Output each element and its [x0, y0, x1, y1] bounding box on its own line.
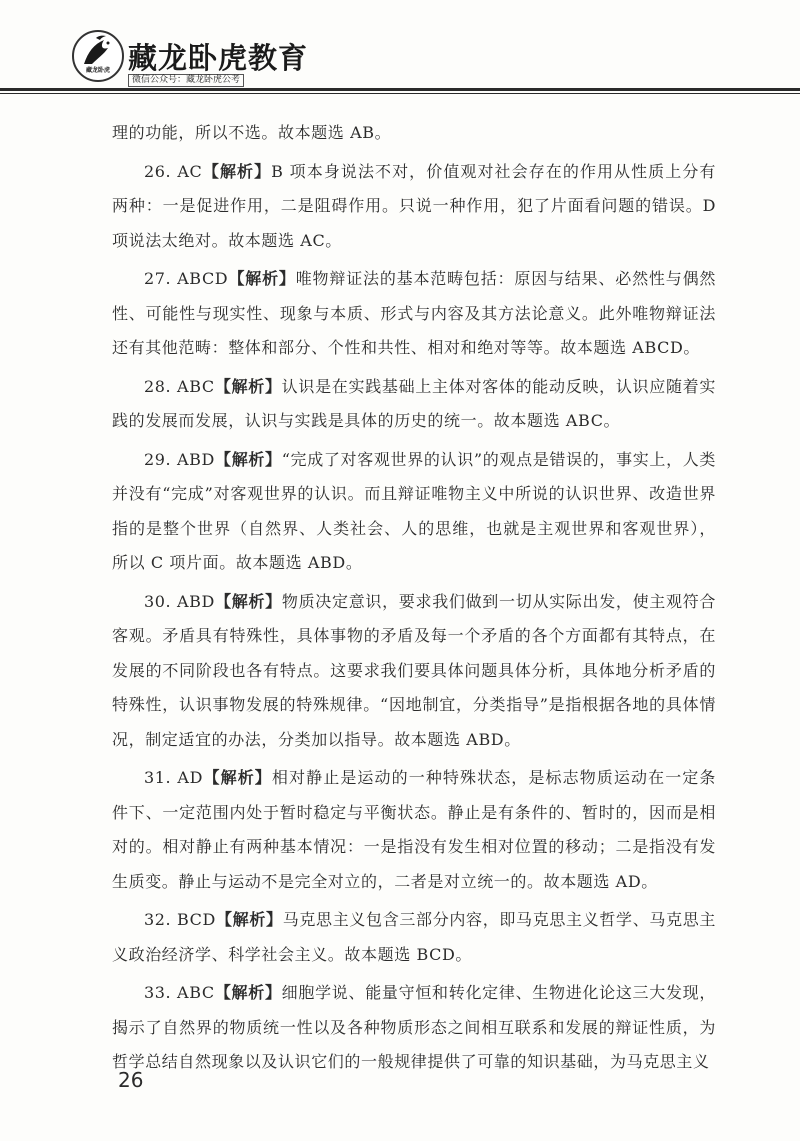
analysis-text: 物质决定意识，要求我们做到一切从实际出发，使主观符合客观。矛盾具有特殊性，具体事物的矛盾及每一个矛盾的各个方面都有其特点，在发展的不同阶段也各有特点。这要求我们要具体问题具体分析，具体地分析矛盾的特殊性，认识事物发展的特殊规律。“因地制宜，分类指导”是指根据各地的具体情况，制定适宜的办法，分类加以指导。故本题选 ABD。	[112, 591, 716, 749]
analysis-text: 认识是在实践基础上主体对客体的能动反映，认识应随着实践的发展而发展，认识与实践是具体的历史的统一。故本题选 ABC。	[112, 376, 716, 430]
answer-item-29	[112, 443, 716, 581]
answer-item-31	[112, 761, 716, 899]
page-header	[0, 0, 800, 96]
analysis-label: 【解析】	[214, 376, 282, 396]
analysis-text: “完成了对客观世界的认识”的观点是错误的，事实上，人类并没有“完成”对客观世界的认识。而且辩证唯物主义中所说的认识世界、改造世界指的是整个世界（自然界、人类社会、人的思维，也就是主观世界和客观世界），所以 C 项片面。故本题选 ABD。	[112, 449, 717, 572]
analysis-label: 【解析】	[228, 269, 296, 288]
header-rule-thick	[0, 88, 800, 91]
logo-text: 藏龙卧虎	[85, 67, 110, 74]
analysis-label: 【解析】	[203, 768, 272, 787]
analysis-label: 【解析】	[214, 449, 282, 469]
answer-key: 32. BCD	[144, 910, 216, 929]
dragon-tiger-icon	[78, 34, 118, 68]
answer-item-28	[112, 370, 716, 439]
analysis-label: 【解析】	[214, 983, 282, 1002]
analysis-text: 马克思主义包含三部分内容，即马克思主义哲学、马克思主义政治经济学、科学社会主义。故本题选 BCD。	[112, 910, 717, 964]
brand-logo	[72, 30, 124, 82]
answer-item-30	[112, 585, 716, 758]
brand-tagline: 微信公众号：藏龙卧虎公考	[128, 74, 244, 87]
answer-key: 31. AD	[144, 768, 204, 787]
analysis-text: 唯物辩证法的基本范畴包括：原因与结果、必然性与偶然性、可能性与现实性、现象与本质、形式与内容及其方法论意义。此外唯物辩证法还有其他范畴：整体和部分、个性和共性、相对和绝对等等。故本题选 ABCD。	[112, 269, 716, 357]
answer-key: 27. ABCD	[144, 269, 229, 288]
answer-key: 28. ABC	[144, 376, 215, 396]
answer-item-26	[112, 155, 716, 259]
answer-key: 29. ABD	[144, 449, 215, 469]
brand-name: 藏龙卧虎教育	[128, 41, 309, 75]
answer-item-32	[112, 903, 716, 972]
analysis-label: 【解析】	[214, 591, 282, 611]
page-number: 26	[118, 1068, 144, 1092]
answer-item-33	[112, 976, 716, 1080]
analysis-label: 【解析】	[215, 910, 283, 929]
document-body	[112, 116, 716, 1084]
answer-key: 30. ABD	[144, 591, 215, 611]
header-rule-thin	[0, 93, 800, 94]
answer-key: 26. AC	[144, 161, 203, 181]
analysis-label: 【解析】	[202, 161, 272, 181]
analysis-text: 相对静止是运动的一种特殊状态，是标志物质运动在一定条件下、一定范围内处于暂时稳定与平衡状态。静止是有条件的、暂时的，因而是相对的。相对静止有两种基本情况：一是指没有发生相对位置的移动；二是指没有发生质变。静止与运动不是完全对立的，二者是对立统一的。故本题选 AD。	[112, 768, 716, 891]
analysis-text: B 项本身说法不对，价值观对社会存在的作用从性质上分有两种：一是促进作用，二是阻碍作用。只说一种作用，犯了片面看问题的错误。D 项说法太绝对。故本题选 AC。	[112, 161, 716, 250]
intro-paragraph: 理的功能，所以不选。故本题选 AB。	[112, 123, 392, 142]
answer-item-27	[112, 262, 716, 366]
answer-key: 33. ABC	[144, 983, 215, 1002]
analysis-text: 细胞学说、能量守恒和转化定律、生物进化论这三大发现，揭示了自然界的物质统一性以及各种物质形态之间相互联系和发展的辩证性质，为哲学总结自然现象以及认识它们的一般规律提供了可靠的知识基础，为马克思主义	[112, 983, 716, 1071]
